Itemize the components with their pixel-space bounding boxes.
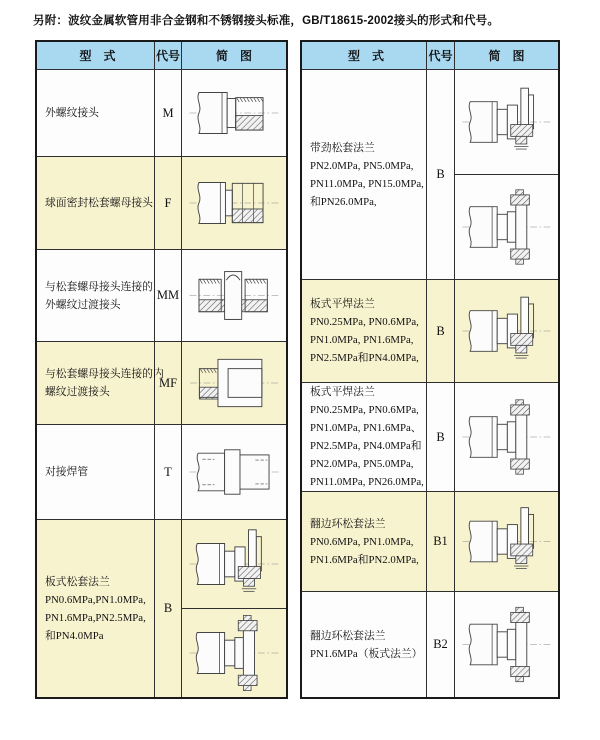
- header-code-cell: 代号: [155, 42, 182, 69]
- type-cell: [37, 157, 155, 249]
- collar-loose-flange-icon: [455, 592, 558, 697]
- type-text: 翻边环松套法兰 PN0.6MPa, PN1.0MPa, PN1.6MPa和PN2.0MPa,: [310, 517, 419, 566]
- code-cell: B: [427, 70, 455, 279]
- type-cell: [302, 70, 427, 279]
- table-header-row: [37, 42, 286, 70]
- type-text: 板式平焊法兰 PN0.25MPa, PN0.6MPa, PN1.0MPa, PN1.6MPa、 PN2.5MPa, PN4.0MPa和 PN2.0MPa, PN5.0MPa, PN11.0MPa, PN26.0MPa,: [310, 386, 424, 488]
- table-row: [302, 70, 558, 280]
- plate-loose-flange-icon: [455, 70, 558, 174]
- header-type-cell: 型 式: [302, 42, 427, 69]
- diagram-cell: [455, 383, 558, 491]
- type-text: 与松套螺母接头连接的 外螺纹过渡接头: [45, 280, 153, 311]
- code-cell: B2: [427, 592, 455, 697]
- type-text: 翻边环松套法兰 PN1.6MPa（板式法兰）: [310, 629, 423, 660]
- code-cell: F: [155, 157, 182, 249]
- type-cell: [302, 383, 427, 491]
- collar-loose-flange-icon: [455, 383, 558, 491]
- table-row: [37, 70, 286, 157]
- code-cell: M: [155, 70, 182, 156]
- type-text: 球面密封松套螺母接头: [45, 197, 153, 209]
- male-male-adapter-icon: [182, 250, 286, 341]
- diagram-cell: [455, 492, 558, 591]
- fittings-table-left: [35, 40, 288, 699]
- diagram-cell: [455, 280, 558, 382]
- plate-loose-flange-icon: [455, 280, 558, 382]
- male-thread-fitting-icon: [182, 70, 286, 156]
- union-nut-fitting-icon: [182, 157, 286, 249]
- diagram-cell: [182, 425, 286, 519]
- diagram-cell: [182, 520, 286, 697]
- type-text: 板式平焊法兰 PN0.25MPa, PN0.6MPa, PN1.0MPa, PN1.6MPa, PN2.5MPa和PN4.0MPa,: [310, 298, 419, 364]
- collar-loose-flange-icon: [455, 174, 558, 279]
- type-text: 与松套螺母接头连接的内 螺纹过渡接头: [45, 368, 164, 398]
- code-cell: T: [155, 425, 182, 519]
- table-row: [302, 383, 558, 492]
- type-cell: [37, 70, 155, 156]
- collar-loose-flange-icon: [182, 608, 286, 697]
- table-header-row: [302, 42, 558, 70]
- diagram-cell: [182, 157, 286, 249]
- table-row: [37, 425, 286, 520]
- page-title: 另附：波纹金属软管用非合金钢和不锈钢接头标准，GB/T18615-2002接头的形式和代号。: [33, 15, 500, 27]
- table-row: [37, 520, 286, 697]
- male-female-adapter-icon: [182, 342, 286, 424]
- header-code-cell: 代号: [427, 42, 455, 69]
- code-cell: MM: [155, 250, 182, 341]
- diagram-cell: [455, 592, 558, 697]
- table-row: [302, 492, 558, 592]
- type-cell: [302, 280, 427, 382]
- code-cell: B1: [427, 492, 455, 591]
- code-cell: B: [427, 383, 455, 491]
- type-cell: [302, 592, 427, 697]
- code-cell: B: [155, 520, 182, 697]
- code-cell: B: [427, 280, 455, 382]
- plate-loose-flange-icon: [182, 520, 286, 608]
- table-row: [302, 592, 558, 697]
- butt-weld-pipe-icon: [182, 425, 286, 519]
- type-text: 对接焊管: [45, 466, 89, 478]
- table-row: [37, 342, 286, 425]
- type-cell: [37, 425, 155, 519]
- fittings-table-right: [300, 40, 560, 699]
- table-row: [37, 250, 286, 342]
- table-row: [302, 280, 558, 383]
- header-type-cell: 型 式: [37, 42, 155, 69]
- diagram-cell: [182, 70, 286, 156]
- table-row: [37, 157, 286, 250]
- diagram-cell: [455, 70, 558, 279]
- diagram-cell: [182, 342, 286, 424]
- code-cell: MF: [155, 342, 182, 424]
- header-sketch-cell: 简 图: [182, 42, 286, 69]
- type-cell: [37, 250, 155, 341]
- type-cell: [37, 520, 155, 697]
- type-text: 外螺纹接头: [45, 107, 99, 119]
- type-text: 板式松套法兰 PN0.6MPa,PN1.0MPa, PN1.6MPa,PN2.5MPa, 和PN4.0MPa: [45, 575, 146, 642]
- header-sketch-cell: 简 图: [455, 42, 558, 69]
- type-cell: [37, 342, 164, 424]
- type-text: 带劲松套法兰 PN2.0MPa, PN5.0MPa, PN11.0MPa, PN15.0MPa, 和PN26.0MPa,: [310, 141, 424, 208]
- diagram-cell: [182, 250, 286, 341]
- type-cell: [302, 492, 427, 591]
- plate-loose-flange-icon: [455, 492, 558, 591]
